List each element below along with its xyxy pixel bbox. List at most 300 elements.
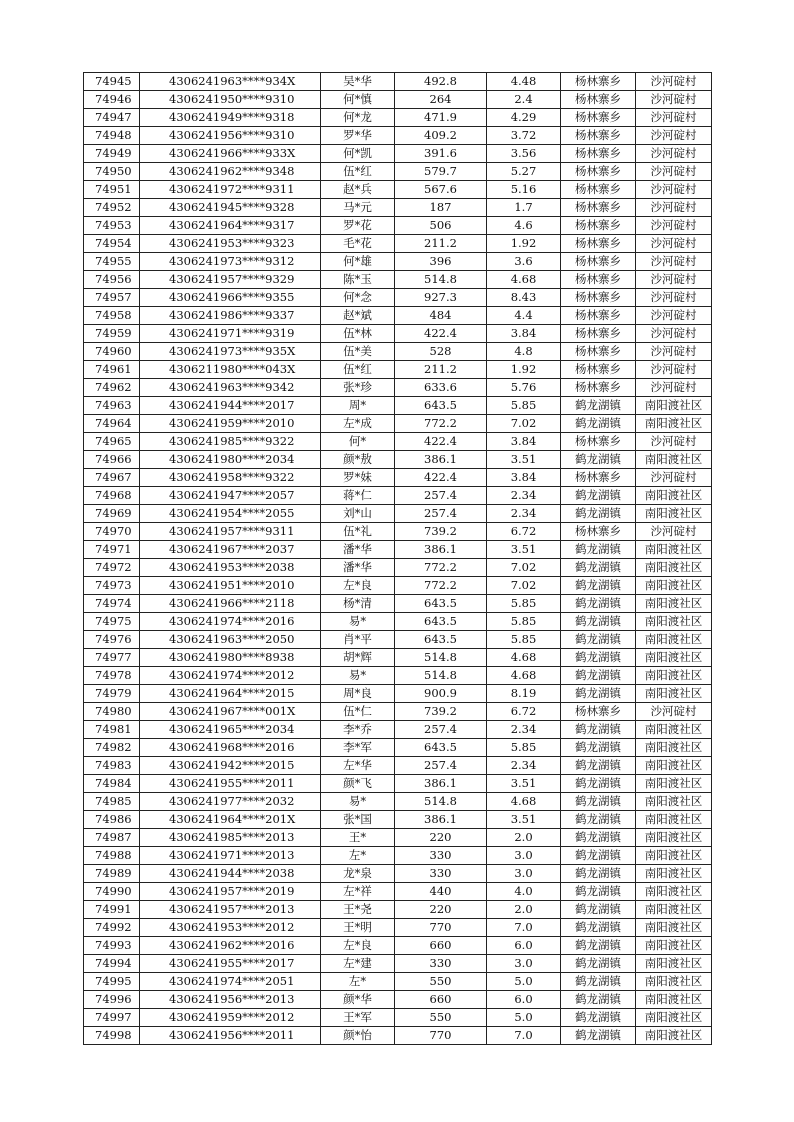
serial-cell: 74953 [84,217,140,235]
table-row [84,631,712,649]
amount-cell: 330 [395,955,487,973]
table-row [84,127,712,145]
table-row [84,145,712,163]
id-number-cell: 4306241957****2019 [140,883,321,901]
amount-cell: 386.1 [395,811,487,829]
name-cell: 伍*礼 [321,523,395,541]
id-number-cell: 4306241957****9311 [140,523,321,541]
township-cell: 鹤龙湖镇 [561,721,636,739]
name-cell: 左*成 [321,415,395,433]
serial-cell: 74958 [84,307,140,325]
area-cell: 2.4 [487,91,561,109]
township-cell: 杨林寨乡 [561,469,636,487]
table-row [84,307,712,325]
village-cell: 南阳渡社区 [636,595,712,613]
village-cell: 南阳渡社区 [636,919,712,937]
amount-cell: 330 [395,865,487,883]
table-row [84,685,712,703]
id-number-cell: 4306241977****2032 [140,793,321,811]
township-cell: 鹤龙湖镇 [561,487,636,505]
name-cell: 左*良 [321,577,395,595]
serial-cell: 74995 [84,973,140,991]
serial-cell: 74963 [84,397,140,415]
township-cell: 鹤龙湖镇 [561,919,636,937]
village-cell: 沙河碇村 [636,289,712,307]
id-number-cell: 4306241986****9337 [140,307,321,325]
amount-cell: 643.5 [395,739,487,757]
serial-cell: 74964 [84,415,140,433]
township-cell: 鹤龙湖镇 [561,685,636,703]
table-row [84,109,712,127]
name-cell: 李*乔 [321,721,395,739]
amount-cell: 330 [395,847,487,865]
name-cell: 马*元 [321,199,395,217]
township-cell: 鹤龙湖镇 [561,631,636,649]
township-cell: 鹤龙湖镇 [561,667,636,685]
name-cell: 罗*华 [321,127,395,145]
serial-cell: 74980 [84,703,140,721]
id-number-cell: 4306241985****2013 [140,829,321,847]
id-number-cell: 4306241964****2015 [140,685,321,703]
village-cell: 沙河碇村 [636,271,712,289]
table-row [84,1009,712,1027]
township-cell: 杨林寨乡 [561,91,636,109]
id-number-cell: 4306241965****2034 [140,721,321,739]
area-cell: 2.0 [487,901,561,919]
id-number-cell: 4306241963****9342 [140,379,321,397]
area-cell: 3.84 [487,325,561,343]
serial-cell: 74961 [84,361,140,379]
village-cell: 南阳渡社区 [636,1009,712,1027]
township-cell: 杨林寨乡 [561,217,636,235]
amount-cell: 550 [395,973,487,991]
table-row [84,253,712,271]
name-cell: 左*建 [321,955,395,973]
table-row [84,181,712,199]
area-cell: 3.51 [487,541,561,559]
amount-cell: 257.4 [395,757,487,775]
id-number-cell: 4306241964****9317 [140,217,321,235]
village-cell: 沙河碇村 [636,163,712,181]
amount-cell: 422.4 [395,469,487,487]
village-cell: 沙河碇村 [636,91,712,109]
name-cell: 吴*华 [321,73,395,91]
name-cell: 何*慎 [321,91,395,109]
name-cell: 张*珍 [321,379,395,397]
village-cell: 沙河碇村 [636,469,712,487]
area-cell: 4.4 [487,307,561,325]
name-cell: 罗*妹 [321,469,395,487]
township-cell: 鹤龙湖镇 [561,415,636,433]
township-cell: 鹤龙湖镇 [561,847,636,865]
id-number-cell: 4306241974****2051 [140,973,321,991]
serial-cell: 74979 [84,685,140,703]
township-cell: 杨林寨乡 [561,523,636,541]
serial-cell: 74984 [84,775,140,793]
amount-cell: 567.6 [395,181,487,199]
serial-cell: 74957 [84,289,140,307]
serial-cell: 74983 [84,757,140,775]
area-cell: 3.51 [487,811,561,829]
village-cell: 沙河碇村 [636,433,712,451]
amount-cell: 492.8 [395,73,487,91]
township-cell: 鹤龙湖镇 [561,541,636,559]
serial-cell: 74974 [84,595,140,613]
area-cell: 5.85 [487,739,561,757]
serial-cell: 74994 [84,955,140,973]
area-cell: 3.56 [487,145,561,163]
name-cell: 蒋*仁 [321,487,395,505]
area-cell: 7.0 [487,1027,561,1045]
township-cell: 鹤龙湖镇 [561,1009,636,1027]
table-row [84,667,712,685]
township-cell: 鹤龙湖镇 [561,577,636,595]
amount-cell: 643.5 [395,631,487,649]
township-cell: 杨林寨乡 [561,109,636,127]
village-cell: 南阳渡社区 [636,811,712,829]
id-number-cell: 4306211980****043X [140,361,321,379]
id-number-cell: 4306241953****2012 [140,919,321,937]
village-cell: 南阳渡社区 [636,1027,712,1045]
township-cell: 杨林寨乡 [561,361,636,379]
id-number-cell: 4306241958****9322 [140,469,321,487]
serial-cell: 74946 [84,91,140,109]
area-cell: 4.68 [487,271,561,289]
table-row [84,271,712,289]
name-cell: 颜*华 [321,991,395,1009]
serial-cell: 74952 [84,199,140,217]
serial-cell: 74981 [84,721,140,739]
serial-cell: 74965 [84,433,140,451]
village-cell: 南阳渡社区 [636,631,712,649]
township-cell: 鹤龙湖镇 [561,937,636,955]
name-cell: 何* [321,433,395,451]
table-row [84,955,712,973]
serial-cell: 74990 [84,883,140,901]
amount-cell: 528 [395,343,487,361]
area-cell: 8.43 [487,289,561,307]
serial-cell: 74966 [84,451,140,469]
township-cell: 杨林寨乡 [561,271,636,289]
village-cell: 南阳渡社区 [636,847,712,865]
name-cell: 易* [321,793,395,811]
name-cell: 周* [321,397,395,415]
serial-cell: 74956 [84,271,140,289]
area-cell: 5.85 [487,397,561,415]
township-cell: 杨林寨乡 [561,181,636,199]
id-number-cell: 4306241971****9319 [140,325,321,343]
amount-cell: 772.2 [395,415,487,433]
township-cell: 鹤龙湖镇 [561,991,636,1009]
table-row [84,379,712,397]
area-cell: 2.34 [487,505,561,523]
serial-cell: 74955 [84,253,140,271]
area-cell: 3.51 [487,451,561,469]
township-cell: 杨林寨乡 [561,379,636,397]
name-cell: 何*凯 [321,145,395,163]
township-cell: 杨林寨乡 [561,433,636,451]
serial-cell: 74985 [84,793,140,811]
village-cell: 南阳渡社区 [636,577,712,595]
table-row [84,883,712,901]
name-cell: 赵*斌 [321,307,395,325]
amount-cell: 484 [395,307,487,325]
serial-cell: 74973 [84,577,140,595]
id-number-cell: 4306241972****9311 [140,181,321,199]
amount-cell: 422.4 [395,325,487,343]
area-cell: 6.0 [487,991,561,1009]
village-cell: 南阳渡社区 [636,775,712,793]
name-cell: 何*龙 [321,109,395,127]
township-cell: 鹤龙湖镇 [561,793,636,811]
amount-cell: 739.2 [395,703,487,721]
amount-cell: 900.9 [395,685,487,703]
area-cell: 3.84 [487,469,561,487]
village-cell: 沙河碇村 [636,235,712,253]
name-cell: 何*雄 [321,253,395,271]
area-cell: 3.72 [487,127,561,145]
name-cell: 赵*兵 [321,181,395,199]
amount-cell: 386.1 [395,451,487,469]
area-cell: 7.02 [487,415,561,433]
table-row [84,937,712,955]
amount-cell: 927.3 [395,289,487,307]
area-cell: 5.0 [487,1009,561,1027]
village-cell: 南阳渡社区 [636,415,712,433]
name-cell: 何*念 [321,289,395,307]
village-cell: 沙河碇村 [636,253,712,271]
id-number-cell: 4306241973****935X [140,343,321,361]
id-number-cell: 4306241973****9312 [140,253,321,271]
table-row [84,1027,712,1045]
table-row [84,991,712,1009]
name-cell: 颜*怡 [321,1027,395,1045]
amount-cell: 643.5 [395,595,487,613]
village-cell: 南阳渡社区 [636,487,712,505]
table-row [84,235,712,253]
amount-cell: 257.4 [395,505,487,523]
id-number-cell: 4306241944****2038 [140,865,321,883]
name-cell: 左*华 [321,757,395,775]
name-cell: 陈*玉 [321,271,395,289]
id-number-cell: 4306241980****2034 [140,451,321,469]
amount-cell: 660 [395,937,487,955]
area-cell: 5.27 [487,163,561,181]
area-cell: 5.76 [487,379,561,397]
village-cell: 南阳渡社区 [636,991,712,1009]
village-cell: 南阳渡社区 [636,721,712,739]
table-row [84,775,712,793]
records-table [83,72,712,1045]
village-cell: 南阳渡社区 [636,559,712,577]
amount-cell: 220 [395,829,487,847]
township-cell: 杨林寨乡 [561,289,636,307]
id-number-cell: 4306241955****2017 [140,955,321,973]
table-row [84,613,712,631]
id-number-cell: 4306241957****2013 [140,901,321,919]
amount-cell: 391.6 [395,145,487,163]
name-cell: 左* [321,973,395,991]
name-cell: 李*军 [321,739,395,757]
id-number-cell: 4306241942****2015 [140,757,321,775]
township-cell: 杨林寨乡 [561,73,636,91]
id-number-cell: 4306241945****9328 [140,199,321,217]
village-cell: 沙河碇村 [636,145,712,163]
table-row [84,865,712,883]
village-cell: 沙河碇村 [636,361,712,379]
township-cell: 鹤龙湖镇 [561,451,636,469]
name-cell: 伍*仁 [321,703,395,721]
township-cell: 鹤龙湖镇 [561,613,636,631]
table-row [84,829,712,847]
table-row [84,901,712,919]
area-cell: 4.48 [487,73,561,91]
name-cell: 伍*红 [321,361,395,379]
table-row [84,541,712,559]
area-cell: 7.0 [487,919,561,937]
table-row [84,433,712,451]
name-cell: 张*国 [321,811,395,829]
village-cell: 沙河碇村 [636,181,712,199]
amount-cell: 660 [395,991,487,1009]
table-row [84,739,712,757]
village-cell: 沙河碇村 [636,523,712,541]
area-cell: 5.85 [487,595,561,613]
township-cell: 杨林寨乡 [561,307,636,325]
serial-cell: 74962 [84,379,140,397]
serial-cell: 74971 [84,541,140,559]
township-cell: 鹤龙湖镇 [561,775,636,793]
area-cell: 6.72 [487,703,561,721]
amount-cell: 386.1 [395,541,487,559]
village-cell: 沙河碇村 [636,73,712,91]
name-cell: 潘*华 [321,559,395,577]
amount-cell: 643.5 [395,613,487,631]
area-cell: 3.0 [487,847,561,865]
name-cell: 伍*红 [321,163,395,181]
area-cell: 3.0 [487,865,561,883]
township-cell: 鹤龙湖镇 [561,955,636,973]
amount-cell: 471.9 [395,109,487,127]
village-cell: 沙河碇村 [636,307,712,325]
village-cell: 南阳渡社区 [636,865,712,883]
village-cell: 南阳渡社区 [636,937,712,955]
table-row [84,649,712,667]
table-row [84,487,712,505]
area-cell: 2.34 [487,721,561,739]
village-cell: 沙河碇村 [636,343,712,361]
area-cell: 2.0 [487,829,561,847]
amount-cell: 440 [395,883,487,901]
id-number-cell: 4306241956****2011 [140,1027,321,1045]
table-row [84,217,712,235]
name-cell: 毛*花 [321,235,395,253]
township-cell: 鹤龙湖镇 [561,829,636,847]
table-row [84,199,712,217]
township-cell: 鹤龙湖镇 [561,595,636,613]
village-cell: 南阳渡社区 [636,649,712,667]
id-number-cell: 4306241955****2011 [140,775,321,793]
village-cell: 南阳渡社区 [636,829,712,847]
amount-cell: 514.8 [395,667,487,685]
name-cell: 伍*美 [321,343,395,361]
village-cell: 南阳渡社区 [636,541,712,559]
id-number-cell: 4306241967****001X [140,703,321,721]
serial-cell: 74954 [84,235,140,253]
area-cell: 4.0 [487,883,561,901]
township-cell: 鹤龙湖镇 [561,1027,636,1045]
table-row [84,73,712,91]
township-cell: 杨林寨乡 [561,703,636,721]
village-cell: 沙河碇村 [636,109,712,127]
table-row [84,397,712,415]
name-cell: 潘*华 [321,541,395,559]
area-cell: 1.7 [487,199,561,217]
village-cell: 南阳渡社区 [636,757,712,775]
id-number-cell: 4306241980****8938 [140,649,321,667]
area-cell: 5.16 [487,181,561,199]
amount-cell: 579.7 [395,163,487,181]
id-number-cell: 4306241959****2010 [140,415,321,433]
table-row [84,595,712,613]
area-cell: 1.92 [487,235,561,253]
name-cell: 左*祥 [321,883,395,901]
id-number-cell: 4306241949****9318 [140,109,321,127]
name-cell: 杨*清 [321,595,395,613]
village-cell: 南阳渡社区 [636,613,712,631]
records-table-body [84,73,712,1045]
area-cell: 3.0 [487,955,561,973]
village-cell: 沙河碇村 [636,325,712,343]
table-row [84,505,712,523]
amount-cell: 422.4 [395,433,487,451]
table-row [84,469,712,487]
serial-cell: 74945 [84,73,140,91]
name-cell: 王* [321,829,395,847]
area-cell: 5.85 [487,613,561,631]
area-cell: 4.29 [487,109,561,127]
township-cell: 杨林寨乡 [561,253,636,271]
table-row [84,361,712,379]
township-cell: 鹤龙湖镇 [561,397,636,415]
township-cell: 杨林寨乡 [561,343,636,361]
village-cell: 沙河碇村 [636,217,712,235]
area-cell: 7.02 [487,577,561,595]
serial-cell: 74978 [84,667,140,685]
serial-cell: 74991 [84,901,140,919]
township-cell: 杨林寨乡 [561,199,636,217]
table-row [84,793,712,811]
table-row [84,415,712,433]
id-number-cell: 4306241962****2016 [140,937,321,955]
serial-cell: 74947 [84,109,140,127]
id-number-cell: 4306241966****2118 [140,595,321,613]
serial-cell: 74975 [84,613,140,631]
id-number-cell: 4306241971****2013 [140,847,321,865]
serial-cell: 74976 [84,631,140,649]
amount-cell: 211.2 [395,235,487,253]
serial-cell: 74969 [84,505,140,523]
id-number-cell: 4306241953****2038 [140,559,321,577]
area-cell: 3.51 [487,775,561,793]
amount-cell: 772.2 [395,577,487,595]
id-number-cell: 4306241974****2016 [140,613,321,631]
village-cell: 南阳渡社区 [636,883,712,901]
name-cell: 左*良 [321,937,395,955]
serial-cell: 74960 [84,343,140,361]
name-cell: 王*军 [321,1009,395,1027]
township-cell: 鹤龙湖镇 [561,505,636,523]
